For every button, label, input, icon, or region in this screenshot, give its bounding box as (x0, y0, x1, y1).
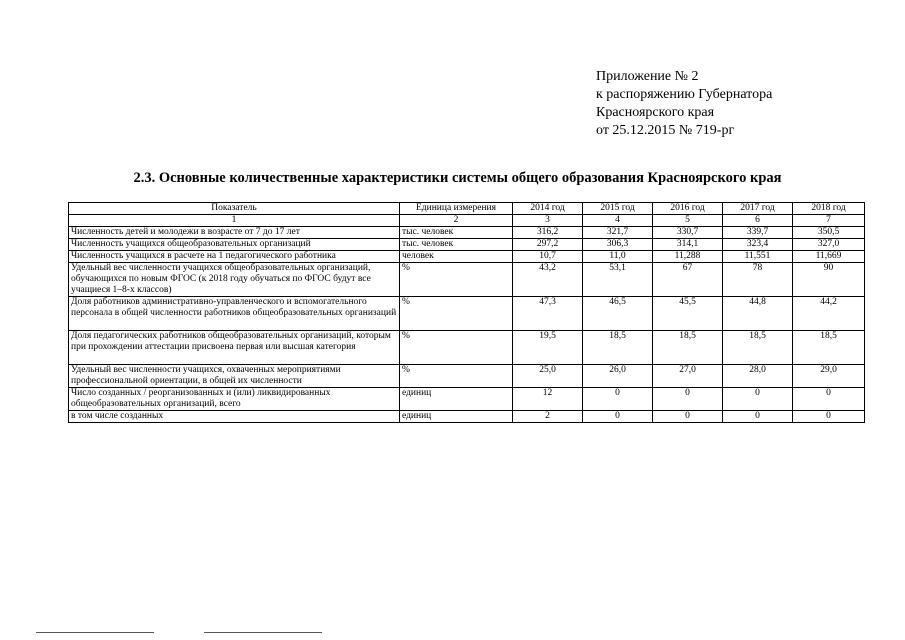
column-number: 1 (69, 215, 400, 227)
value-cell: 11,669 (793, 251, 865, 263)
column-number: 3 (513, 215, 583, 227)
value-cell: 90 (793, 263, 865, 297)
table-header-row (69, 203, 865, 215)
value-cell: 350,5 (793, 227, 865, 239)
value-cell: 27,0 (653, 365, 723, 388)
column-number: 4 (583, 215, 653, 227)
value-cell: 0 (793, 411, 865, 423)
column-number: 2 (400, 215, 513, 227)
indicator-cell: в том числе созданных (69, 411, 400, 423)
value-cell: 0 (653, 411, 723, 423)
value-cell: 18,5 (653, 331, 723, 365)
value-cell: 12 (513, 388, 583, 411)
value-cell: 339,7 (723, 227, 793, 239)
value-cell: 67 (653, 263, 723, 297)
value-cell: 46,5 (583, 297, 653, 331)
footer-rule (36, 632, 154, 633)
column-header: 2015 год (583, 203, 653, 215)
indicator-cell: Численность учащихся общеобразовательных организаций (69, 239, 400, 251)
unit-cell: человек (400, 251, 513, 263)
unit-cell: % (400, 263, 513, 297)
column-number: 7 (793, 215, 865, 227)
indicator-cell: Численность детей и молодежи в возрасте от 7 до 17 лет (69, 227, 400, 239)
table-row (69, 251, 865, 263)
indicator-cell: Число созданных / реорганизованных и (или) ликвидированных общеобразовательных организаций, всего (69, 388, 400, 411)
table-row (69, 297, 865, 331)
document-title: 2.3. Основные количественные характеристики системы общего образования Красноярского края (133, 170, 782, 186)
unit-cell: % (400, 297, 513, 331)
value-cell: 28,0 (723, 365, 793, 388)
value-cell: 11,0 (583, 251, 653, 263)
value-cell: 0 (793, 388, 865, 411)
value-cell: 10,7 (513, 251, 583, 263)
column-header: Единица измерения (400, 203, 513, 215)
value-cell: 314,1 (653, 239, 723, 251)
value-cell: 26,0 (583, 365, 653, 388)
value-cell: 323,4 (723, 239, 793, 251)
table-row (69, 227, 865, 239)
value-cell: 19,5 (513, 331, 583, 365)
column-header: 2017 год (723, 203, 793, 215)
table-row (69, 331, 865, 365)
table-body (69, 203, 865, 423)
table-row (69, 239, 865, 251)
unit-cell: % (400, 365, 513, 388)
appendix-line: Приложение № 2 (596, 69, 699, 84)
value-cell: 47,3 (513, 297, 583, 331)
table-row (69, 411, 865, 423)
appendix-line: Красноярского края (596, 105, 715, 120)
value-cell: 0 (653, 388, 723, 411)
appendix-note (596, 68, 772, 140)
table-row (69, 388, 865, 411)
value-cell: 18,5 (723, 331, 793, 365)
value-cell: 18,5 (793, 331, 865, 365)
unit-cell: тыс. человек (400, 239, 513, 251)
value-cell: 0 (583, 411, 653, 423)
value-cell: 11,288 (653, 251, 723, 263)
footer-rule (204, 632, 322, 633)
value-cell: 25,0 (513, 365, 583, 388)
value-cell: 29,0 (793, 365, 865, 388)
indicator-cell: Удельный вес численности учащихся, охваченных мероприятиями профессиональной ориентации, в общей их численности (69, 365, 400, 388)
value-cell: 316,2 (513, 227, 583, 239)
value-cell: 78 (723, 263, 793, 297)
column-header: 2016 год (653, 203, 723, 215)
value-cell: 11,551 (723, 251, 793, 263)
appendix-line: от 25.12.2015 № 719-рг (596, 123, 735, 138)
column-header: Показатель (69, 203, 400, 215)
value-cell: 306,3 (583, 239, 653, 251)
value-cell: 327,0 (793, 239, 865, 251)
value-cell: 53,1 (583, 263, 653, 297)
value-cell: 2 (513, 411, 583, 423)
value-cell: 297,2 (513, 239, 583, 251)
value-cell: 43,2 (513, 263, 583, 297)
indicators-table (68, 202, 865, 423)
unit-cell: единиц (400, 411, 513, 423)
value-cell: 44,8 (723, 297, 793, 331)
value-cell: 44,2 (793, 297, 865, 331)
column-header: 2018 год (793, 203, 865, 215)
value-cell: 0 (583, 388, 653, 411)
column-number-row (69, 215, 865, 227)
value-cell: 330,7 (653, 227, 723, 239)
unit-cell: тыс. человек (400, 227, 513, 239)
value-cell: 0 (723, 388, 793, 411)
column-number: 5 (653, 215, 723, 227)
value-cell: 0 (723, 411, 793, 423)
table-row (69, 263, 865, 297)
unit-cell: единиц (400, 388, 513, 411)
value-cell: 321,7 (583, 227, 653, 239)
value-cell: 45,5 (653, 297, 723, 331)
appendix-line: к распоряжению Губернатора (596, 87, 773, 102)
indicator-cell: Доля педагогических работников общеобразовательных организаций, которым при прохождении аттестации присвоена первая или высшая категория (69, 331, 400, 365)
column-header: 2014 год (513, 203, 583, 215)
indicator-cell: Доля работников административно-управленческого и вспомогательного персонала в общей численности работников общеобразовательных организаций (69, 297, 400, 331)
indicator-cell: Численность учащихся в расчете на 1 педагогического работника (69, 251, 400, 263)
indicator-cell: Удельный вес численности учащихся общеобразовательных организаций, обучающихся по новым ФГОС (к 2018 году обучаться по ФГОС будут все учащиеся 1–8-х классов) (69, 263, 400, 297)
column-number: 6 (723, 215, 793, 227)
value-cell: 18,5 (583, 331, 653, 365)
unit-cell: % (400, 331, 513, 365)
table-row (69, 365, 865, 388)
